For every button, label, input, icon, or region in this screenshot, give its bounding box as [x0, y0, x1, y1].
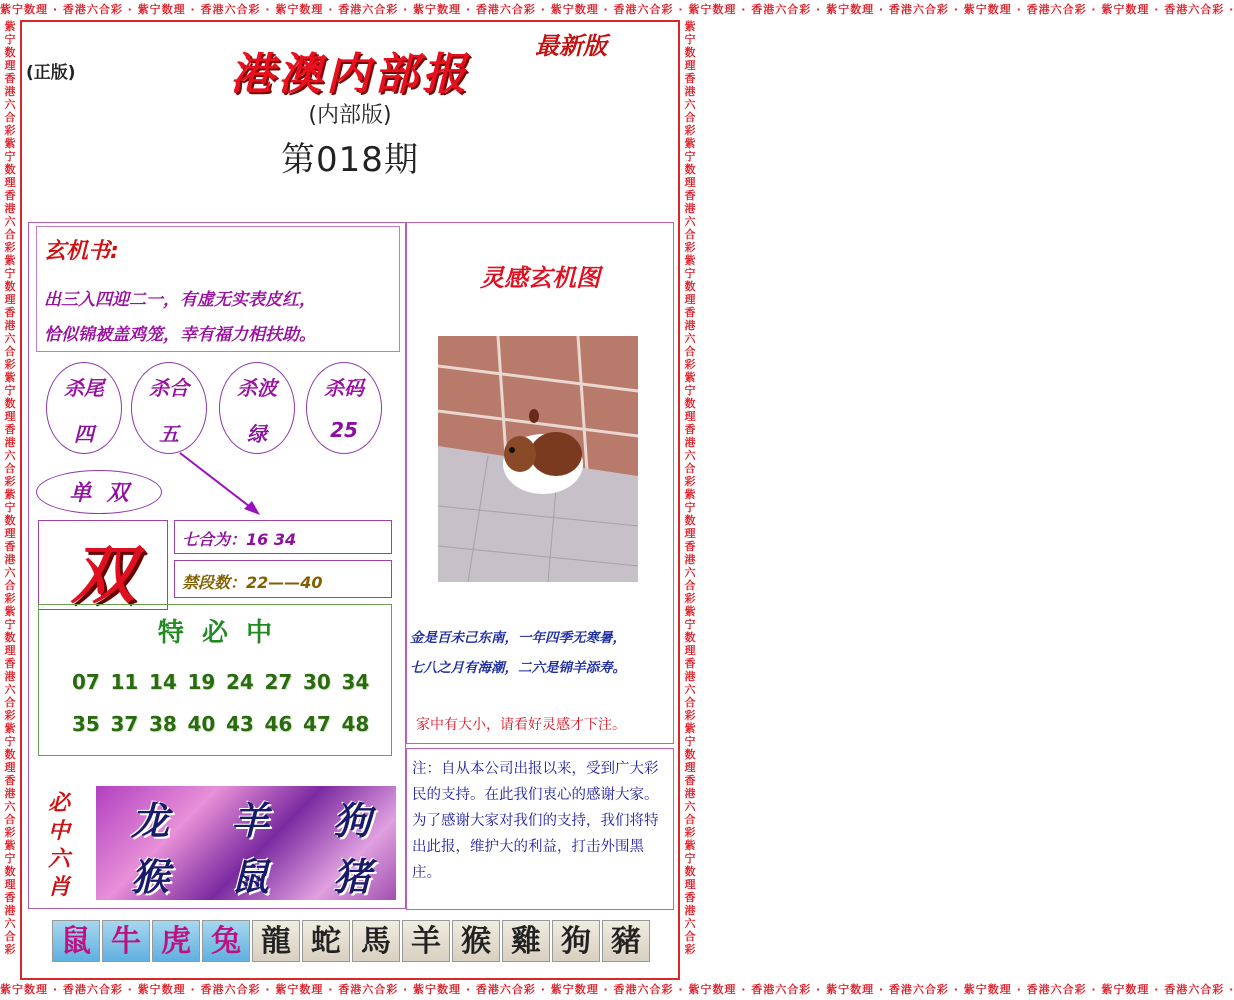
bottom-border-text: 紫宁数理 · 香港六合彩 · 紫宁数理 · 香港六合彩 · 紫宁数理 · 香港六合彩 · 紫宁数理 · 香港六合彩 · 紫宁数理 · 香港六合彩 · 紫宁数理 · 香港六合彩 · 紫宁数理 · 香港六合彩 · 紫宁数理 · 香港六合彩 · 紫宁数理 · 香港六合彩 ·: [0, 983, 1234, 996]
hint-label: 杀波: [237, 376, 277, 400]
zodiac-strip-cell: 鼠: [52, 920, 100, 962]
inspiration-photo: [438, 336, 638, 582]
hint-value: 四: [74, 422, 94, 446]
subtitle: (内部版): [308, 103, 392, 128]
border-repeat-bottom: 紫宁数理 · 香港六合彩 ·: [0, 983, 138, 996]
zodiac-strip-cell: 羊: [402, 920, 450, 962]
tip-text: 家中有大小，请看好灵感才下注。: [416, 717, 626, 733]
hint-value: 绿: [247, 422, 267, 446]
left-border-text: 紫 宁 数 理 香 港 六 合 彩 紫 宁 数 理 香 港 六 合 彩 紫 宁 数 理 香 港 六 合 彩 紫 宁 数 理 香 港 六 合 彩 紫 宁 数 理 香 港 六 合 彩 紫 宁 数 理 香 港 六 合 彩 紫 宁 数 理 香 港 六 合 彩 紫 宁 数 理 香 港 六 合 彩: [4, 20, 16, 956]
zodiac-animal: 羊: [230, 799, 269, 843]
zodiac-strip-cell: 狗: [552, 920, 600, 962]
zodiac-animal: 猪: [332, 855, 371, 899]
zodiac-animal: 狗: [332, 799, 371, 843]
mystery-book-label: 玄机书:: [44, 239, 119, 264]
seven-combo: 七合为：16 34: [182, 530, 297, 549]
edition-tag: (正版): [26, 63, 76, 83]
poem-line-2: 七八之月有海潮，二六是锦羊添寿。: [410, 660, 626, 676]
border-repeat: 紫宁数理 · 香港六合彩 ·: [0, 3, 138, 16]
right-border-text: 紫 宁 数 理 香 港 六 合 彩 紫 宁 数 理 香 港 六 合 彩 紫 宁 数 理 香 港 六 合 彩 紫 宁 数 理 香 港 六 合 彩 紫 宁 数 理 香 港 六 合 彩 紫 宁 数 理 香 港 六 合 彩 紫 宁 数 理 香 港 六 合 彩 紫 宁 数 理 香 港 六 合 彩: [684, 20, 696, 956]
zodiac-animal: 龙: [130, 799, 169, 843]
special-number: 34: [341, 670, 370, 694]
zodiac-animal: 鼠: [230, 855, 269, 899]
hint-value: 五: [159, 422, 179, 446]
zodiac-strip-cell: 兔: [202, 920, 250, 962]
zodiac-strip-cell: 龍: [252, 920, 300, 962]
special-number: 11: [110, 670, 139, 694]
hint-label: 杀合: [149, 376, 189, 400]
special-number: 14: [149, 670, 177, 694]
special-number: 40: [187, 712, 216, 736]
guinea-pig-photo: [438, 336, 638, 582]
special-number: 27: [264, 670, 293, 694]
inspiration-title: 灵感玄机图: [480, 264, 600, 292]
special-number: 30: [303, 670, 331, 694]
special-number: 35: [72, 712, 100, 736]
poem-line-1: 金是百未己东南，一年四季无寒暑，: [410, 630, 626, 646]
odd-even-label: 单 双: [69, 481, 129, 506]
zodiac-strip-cell: 牛: [102, 920, 150, 962]
special-number: 19: [187, 670, 216, 694]
top-border-text: 紫宁数理 · 香港六合彩 · 紫宁数理 · 香港六合彩 · 紫宁数理 · 香港六合彩 · 紫宁数理 · 香港六合彩 · 紫宁数理 · 香港六合彩 · 紫宁数理 · 香港六合彩 · 紫宁数理 · 香港六合彩 · 紫宁数理 · 香港六合彩 · 紫宁数理 · 香港六合彩 ·: [0, 3, 1234, 16]
zodiac-animal: 猴: [130, 855, 169, 899]
special-number: 47: [303, 712, 331, 736]
special-number: 46: [264, 712, 293, 736]
zodiac-strip-cell: 蛇: [302, 920, 350, 962]
hint-label: 杀尾: [64, 376, 104, 400]
special-title: 特 必 中: [157, 618, 273, 648]
special-number: 07: [72, 670, 100, 694]
kill-segment: 禁段数：22——40: [182, 573, 323, 592]
special-number: 43: [226, 712, 254, 736]
hint-label: 杀码: [324, 376, 364, 400]
mystery-line-2: 恰似锦被盖鸡笼，幸有福力相扶助。: [44, 325, 316, 345]
issue-number: 第018期: [281, 140, 419, 180]
must-zodiac-label: 必中六肖: [48, 791, 71, 900]
page-title: 港澳内部报: [230, 49, 470, 100]
latest-tag: 最新版: [535, 31, 607, 60]
big-char: 双: [71, 538, 135, 613]
hint-value: 25: [330, 418, 358, 442]
notice-text: 注：自从本公司出报以来，受到广大彩民的支持。在此我们衷心的感谢大家。为了感谢大家对我们的支持，我们将特出此报，维护大的利益，打击外围黑庄。: [412, 761, 659, 881]
special-number: 38: [149, 712, 177, 736]
special-number: 24: [226, 670, 254, 694]
special-number: 37: [110, 712, 139, 736]
zodiac-strip-cell: 猴: [452, 920, 500, 962]
zodiac-strip-cell: 虎: [152, 920, 200, 962]
zodiac-strip-cell: 豬: [602, 920, 650, 962]
zodiac-strip-cell: 馬: [352, 920, 400, 962]
zodiac-strip-cell: 雞: [502, 920, 550, 962]
special-number: 48: [341, 712, 370, 736]
mystery-line-1: 出三入四迎二一，有虚无实表皮红，: [44, 290, 316, 310]
arrow-graphic: [170, 445, 270, 525]
